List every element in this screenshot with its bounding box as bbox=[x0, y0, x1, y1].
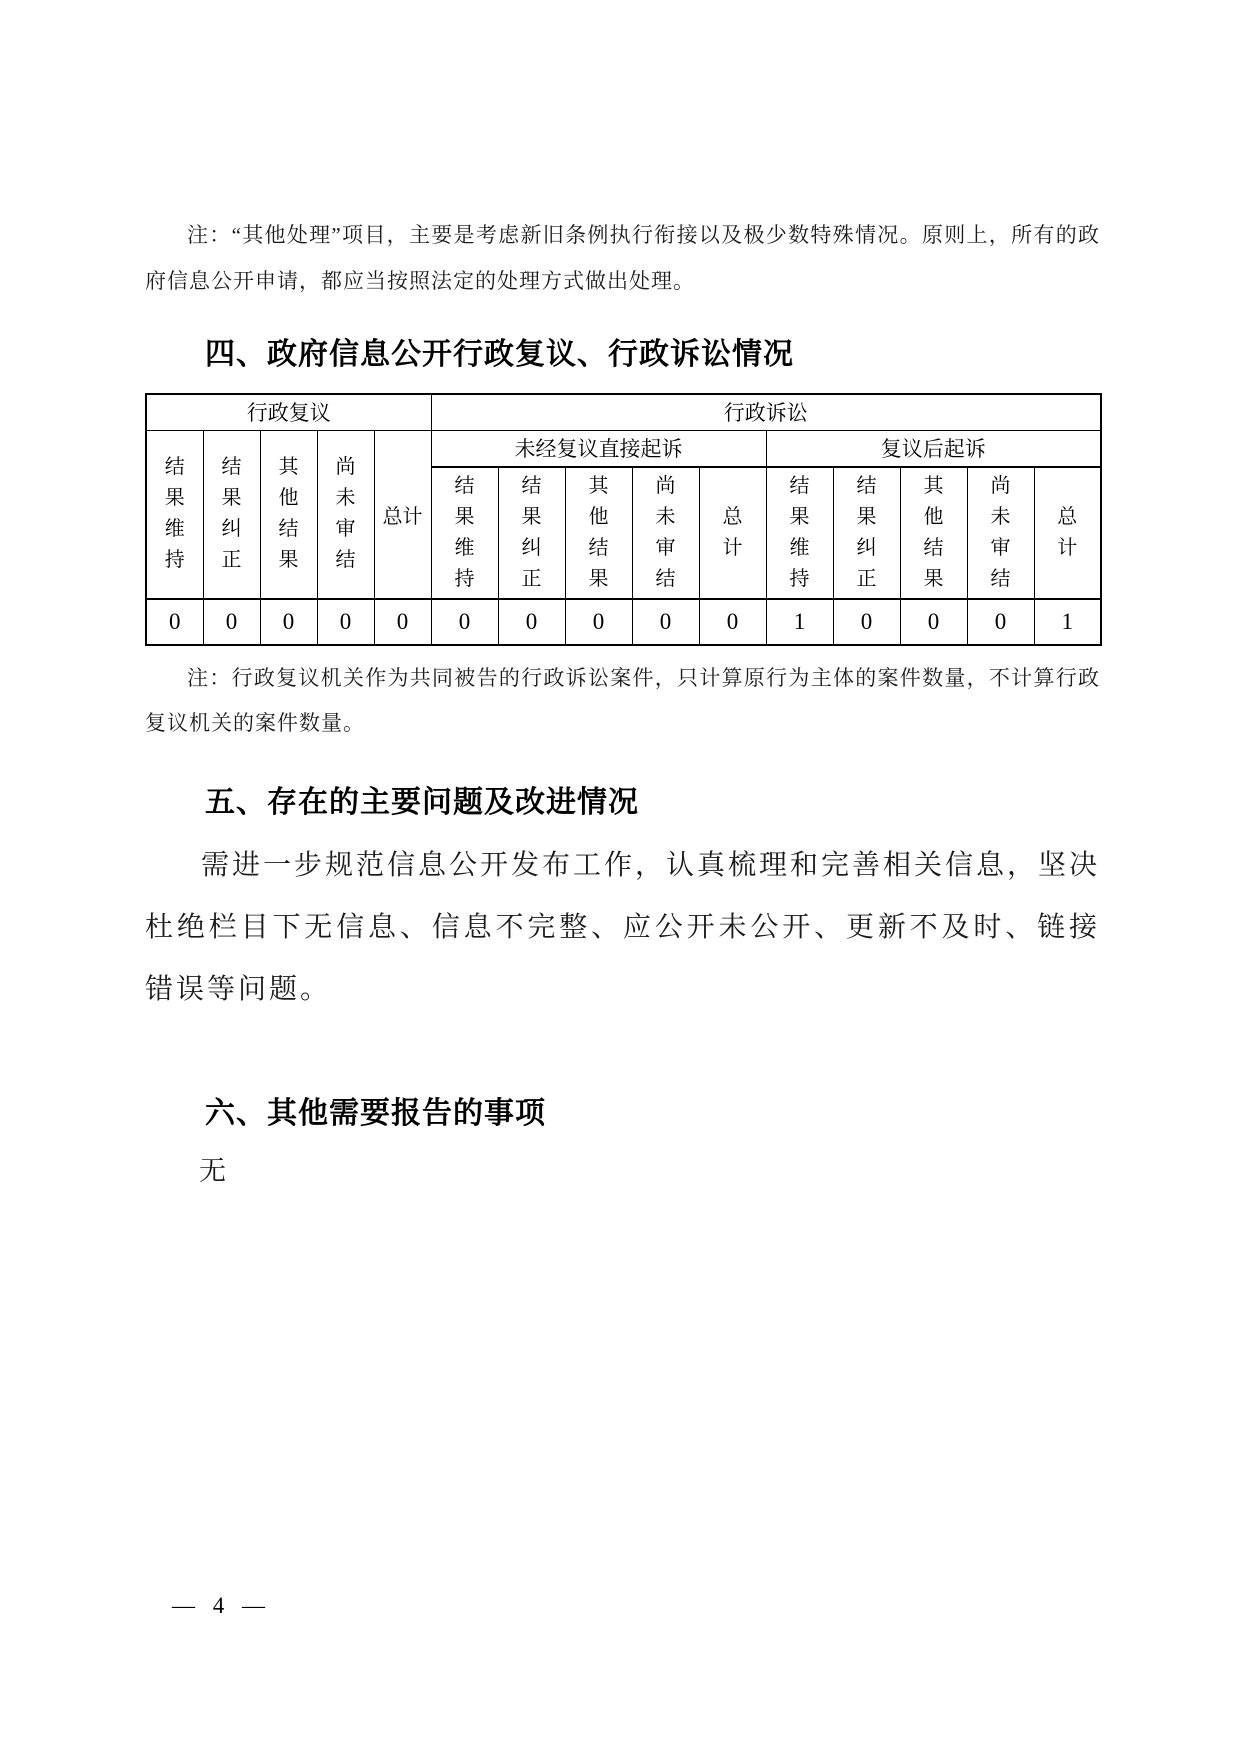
value-cell: 0 bbox=[203, 599, 260, 645]
value-cell: 0 bbox=[900, 599, 967, 645]
subgroup-header-post-review-suit: 复议后起诉 bbox=[766, 430, 1101, 467]
col-header-label: 结果维持 bbox=[164, 456, 185, 572]
review-litigation-table bbox=[145, 393, 1102, 646]
col-header-label: 结果纠正 bbox=[856, 474, 877, 590]
col-header-label: 结果维持 bbox=[789, 474, 810, 590]
value-cell: 0 bbox=[565, 599, 632, 645]
col-header-label: 尚未审结 bbox=[335, 456, 356, 572]
group-header-admin-review: 行政复议 bbox=[146, 394, 431, 431]
value-cell: 0 bbox=[317, 599, 374, 645]
section6-heading: 六、其他需要报告的事项 bbox=[205, 1096, 546, 1130]
section5-paragraph: 需进一步规范信息公开发布工作，认真梳理和完善相关信息，坚决杜绝栏目下无信息、信息不完整、应公开未公开、更新不及时、链接错误等问题。 bbox=[145, 850, 1101, 1006]
subgroup-header-direct-suit: 未经复议直接起诉 bbox=[431, 430, 766, 467]
value-cell: 1 bbox=[766, 599, 833, 645]
col-header-postreview-other-result bbox=[900, 467, 967, 599]
col-header-label: 总计 bbox=[1057, 505, 1078, 559]
col-header-direct-result-corrected bbox=[498, 467, 565, 599]
value-cell: 0 bbox=[699, 599, 766, 645]
col-header-postreview-result-upheld bbox=[766, 467, 833, 599]
col-header-label: 总计 bbox=[722, 505, 743, 559]
value-cell: 0 bbox=[431, 599, 498, 645]
value-cell: 1 bbox=[1034, 599, 1101, 645]
col-header-direct-result-upheld bbox=[431, 467, 498, 599]
value-cell: 0 bbox=[260, 599, 317, 645]
value-cell: 0 bbox=[632, 599, 699, 645]
col-header-label: 结果纠正 bbox=[521, 474, 542, 590]
col-header-label: 其他结果 bbox=[278, 456, 299, 572]
col-header-direct-total bbox=[699, 467, 766, 599]
col-header-review-other-result bbox=[260, 430, 317, 599]
col-header-direct-pending bbox=[632, 467, 699, 599]
col-header-direct-other-result bbox=[565, 467, 632, 599]
page-number: — 4 — bbox=[172, 1593, 271, 1618]
col-header-label: 结果纠正 bbox=[221, 456, 242, 572]
value-cell: 0 bbox=[374, 599, 431, 645]
col-header-label: 其他结果 bbox=[923, 474, 944, 590]
note-other-handling: 注：“其他处理”项目，主要是考虑新旧条例执行衔接以及极少数特殊情况。原则上，所有的政府信息公开申请，都应当按照法定的处理方式做出处理。 bbox=[145, 223, 1100, 293]
col-header-postreview-pending bbox=[967, 467, 1034, 599]
col-header-label: 尚未审结 bbox=[990, 474, 1011, 590]
value-cell: 0 bbox=[498, 599, 565, 645]
value-cell: 0 bbox=[967, 599, 1034, 645]
note-litigation-counting: 注：行政复议机关作为共同被告的行政诉讼案件，只计算原行为主体的案件数量，不计算行政复议机关的案件数量。 bbox=[145, 665, 1100, 736]
value-cell: 0 bbox=[833, 599, 900, 645]
value-cell: 0 bbox=[146, 599, 203, 645]
col-header-label: 结果维持 bbox=[454, 474, 475, 590]
section5-heading: 五、存在的主要问题及改进情况 bbox=[205, 786, 639, 820]
col-header-review-result-corrected bbox=[203, 430, 260, 599]
col-header-review-total: 总计 bbox=[374, 430, 431, 599]
col-header-postreview-total bbox=[1034, 467, 1101, 599]
group-header-admin-litigation: 行政诉讼 bbox=[431, 394, 1101, 431]
col-header-label: 尚未审结 bbox=[655, 474, 676, 590]
col-header-review-result-upheld bbox=[146, 430, 203, 599]
section4-heading: 四、政府信息公开行政复议、行政诉讼情况 bbox=[205, 337, 794, 371]
col-header-label: 其他结果 bbox=[588, 474, 609, 590]
col-header-postreview-result-corrected bbox=[833, 467, 900, 599]
col-header-review-pending bbox=[317, 430, 374, 599]
section6-content: 无 bbox=[199, 1155, 226, 1186]
